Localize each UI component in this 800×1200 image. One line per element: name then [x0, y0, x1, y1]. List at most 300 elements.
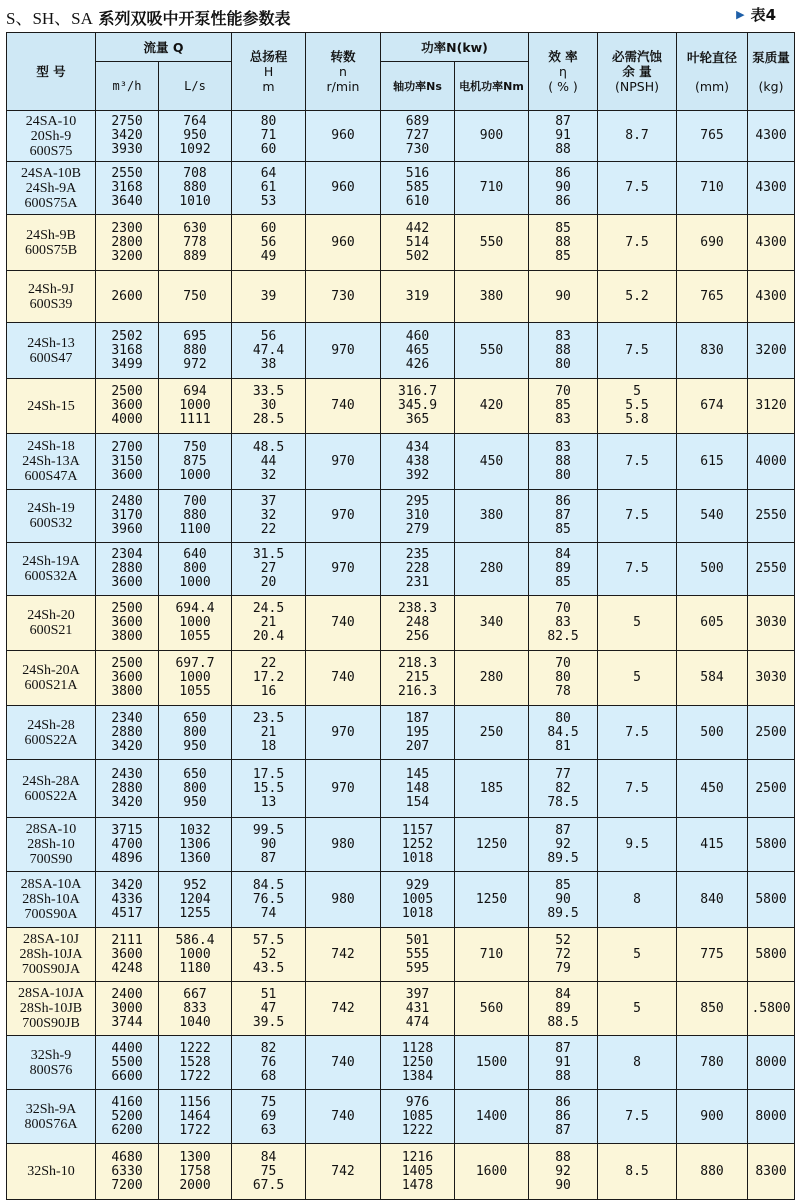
cell-efficiency-line: 86	[555, 1108, 571, 1124]
cell-npsh	[598, 1144, 677, 1200]
cell-head-line: 57.5	[252, 932, 285, 948]
cell-flow-m3h-line: 3000	[111, 1000, 143, 1016]
cell-flow-ls	[159, 760, 232, 818]
cell-flow-ls-line: 1255	[179, 905, 211, 921]
cell-head-line: 69	[260, 1108, 277, 1124]
cell-efficiency-line: 89	[555, 561, 571, 576]
cell-model-line: 28SA-10A	[20, 877, 82, 892]
cell-efficiency-line: 83	[555, 615, 571, 630]
header-head: 总扬程 H m	[232, 33, 306, 111]
cell-flow-ls	[159, 818, 232, 872]
cell-efficiency-line: 91	[555, 128, 571, 143]
cell-flow-m3h	[96, 651, 159, 706]
cell-flow-ls-line: 1000	[179, 946, 211, 962]
cell-speed: 960	[306, 111, 381, 162]
cell-head-line: 53	[260, 194, 277, 209]
cell-flow-m3h-line: 2502	[111, 328, 143, 344]
header-efficiency: 效 率 η ( % )	[529, 33, 598, 111]
cell-flow-m3h-line: 4400	[111, 1040, 143, 1056]
cell-efficiency-line: 88	[555, 142, 571, 157]
table-row	[7, 1090, 795, 1144]
cell-head-line: 44	[260, 453, 277, 469]
cell-efficiency-line: 88	[555, 234, 571, 250]
cell-efficiency-line: 91	[555, 1054, 571, 1070]
cell-speed: 960	[306, 162, 381, 215]
cell-head-line: 76	[260, 1054, 277, 1070]
cell-flow-m3h-line: 3960	[111, 522, 143, 537]
cell-shaft-power	[381, 706, 455, 760]
cell-head	[232, 928, 306, 982]
cell-speed: 742	[306, 1144, 381, 1200]
cell-npsh	[598, 543, 677, 596]
cell-npsh	[598, 596, 677, 651]
cell-flow-m3h-line: 5200	[111, 1108, 143, 1124]
cell-flow-ls-line: 1000	[179, 575, 211, 590]
cell-model-line: 24SA-10B	[21, 165, 81, 181]
cell-flow-m3h-line: 2600	[111, 288, 143, 304]
cell-model-line: 600S47A	[24, 469, 78, 484]
cell-flow-m3h-line: 2800	[111, 234, 143, 250]
cell-flow-ls-line: 1722	[179, 1068, 211, 1084]
cell-flow-ls-line: 1092	[179, 142, 211, 157]
cell-flow-m3h-line: 3168	[111, 342, 143, 358]
cell-mass: 3030	[748, 651, 795, 706]
cell-efficiency	[529, 1090, 598, 1144]
cell-flow-m3h-line: 4680	[111, 1149, 143, 1165]
cell-flow-m3h-line: 3420	[111, 794, 143, 810]
cell-flow-ls-line: 697.7	[175, 656, 215, 671]
cell-npsh-line: 5.5	[625, 398, 649, 413]
cell-motor-power: 710	[455, 162, 529, 215]
cell-flow-m3h-line: 3600	[111, 670, 143, 685]
cell-flow-m3h	[96, 111, 159, 162]
table-row	[7, 651, 795, 706]
cell-model	[7, 111, 96, 162]
cell-flow-ls-line: 1156	[179, 1094, 211, 1110]
table-title	[6, 4, 291, 29]
cell-model	[7, 379, 96, 434]
cell-npsh	[598, 271, 677, 323]
title-series: S、SH、SA	[6, 9, 93, 28]
cell-npsh-line: 5	[633, 670, 641, 685]
cell-npsh	[598, 434, 677, 490]
cell-flow-m3h-line: 4160	[111, 1094, 143, 1110]
cell-shaft-power-line: 442	[405, 220, 430, 236]
cell-model	[7, 543, 96, 596]
cell-efficiency-line: 90	[555, 180, 571, 195]
cell-motor-power: 250	[455, 706, 529, 760]
cell-mass: 5800	[748, 818, 795, 872]
cell-model-line: 600S32A	[24, 569, 78, 584]
cell-npsh-line: 7.5	[625, 1108, 649, 1124]
cell-head-line: 75	[260, 1094, 277, 1110]
cell-model-line: 24Sh-18	[27, 439, 75, 454]
cell-efficiency	[529, 271, 598, 323]
cell-efficiency-line: 70	[555, 656, 571, 671]
cell-flow-m3h-line: 2500	[111, 656, 143, 671]
cell-npsh	[598, 379, 677, 434]
cell-speed: 740	[306, 651, 381, 706]
cell-efficiency-line: 85	[555, 522, 571, 537]
cell-mass: 4300	[748, 271, 795, 323]
cell-shaft-power	[381, 1144, 455, 1200]
cell-impeller: 780	[677, 1036, 748, 1090]
cell-shaft-power-line: 218.3	[397, 656, 438, 671]
cell-motor-power: 380	[455, 490, 529, 543]
cell-head-line: 17.2	[252, 670, 285, 685]
cell-impeller: 880	[677, 1144, 748, 1200]
cell-shaft-power-line: 148	[405, 780, 430, 796]
cell-flow-m3h	[96, 1036, 159, 1090]
cell-speed: 730	[306, 271, 381, 323]
cell-efficiency-line: 83	[555, 328, 571, 344]
cell-mass: 5800	[748, 872, 795, 928]
cell-head-line: 80	[260, 114, 277, 129]
cell-efficiency-line: 85	[555, 398, 571, 413]
cell-flow-m3h-line: 2480	[111, 494, 143, 509]
cell-flow-ls-line: 1000	[179, 670, 211, 685]
cell-motor-power: 450	[455, 434, 529, 490]
cell-head-line: 32	[260, 467, 277, 483]
cell-shaft-power-line: 207	[405, 738, 430, 754]
cell-npsh-line: 7.5	[625, 453, 649, 469]
header-impeller: 叶轮直径 (mm)	[677, 33, 748, 111]
cell-shaft-power-line: 365	[405, 412, 430, 427]
cell-flow-m3h	[96, 818, 159, 872]
cell-head-line: 75	[260, 1163, 277, 1179]
cell-model-line: 24Sh-20A	[22, 663, 80, 678]
cell-mass: 2550	[748, 490, 795, 543]
cell-impeller: 605	[677, 596, 748, 651]
cell-flow-ls-line: 1000	[179, 467, 211, 483]
table-row	[7, 111, 795, 162]
cell-shaft-power	[381, 215, 455, 271]
cell-npsh	[598, 818, 677, 872]
cell-head-line: 22	[260, 522, 277, 537]
cell-efficiency-line: 88	[555, 1068, 571, 1084]
cell-mass: 4000	[748, 434, 795, 490]
cell-shaft-power-line: 316.7	[397, 384, 438, 399]
cell-motor-power: 1400	[455, 1090, 529, 1144]
cell-efficiency-line: 79	[555, 960, 571, 976]
cell-shaft-power-line: 295	[405, 494, 430, 509]
cell-model	[7, 872, 96, 928]
cell-npsh	[598, 111, 677, 162]
cell-shaft-power-line: 460	[405, 328, 430, 344]
cell-head-line: 15.5	[252, 780, 285, 796]
cell-flow-ls	[159, 982, 232, 1036]
cell-head-line: 84.5	[252, 877, 285, 893]
cell-motor-power: 280	[455, 543, 529, 596]
cell-motor-power: 710	[455, 928, 529, 982]
cell-impeller: 830	[677, 323, 748, 379]
cell-speed: 740	[306, 1090, 381, 1144]
cell-flow-m3h-line: 3170	[111, 508, 143, 523]
cell-speed: 960	[306, 215, 381, 271]
cell-impeller: 775	[677, 928, 748, 982]
cell-shaft-power-line: 929	[405, 877, 430, 893]
cell-efficiency-line: 72	[555, 946, 571, 962]
cell-shaft-power-line: 310	[405, 508, 430, 523]
cell-efficiency	[529, 872, 598, 928]
cell-model	[7, 1090, 96, 1144]
cell-head-line: 18	[260, 738, 277, 754]
cell-flow-m3h-line: 2430	[111, 766, 143, 782]
cell-flow-ls	[159, 543, 232, 596]
cell-flow-m3h	[96, 928, 159, 982]
cell-speed: 970	[306, 706, 381, 760]
cell-flow-ls-line: 650	[183, 710, 207, 726]
header-motor-power: 电机功率Nm	[455, 62, 529, 111]
cell-flow-m3h	[96, 490, 159, 543]
table-row	[7, 271, 795, 323]
cell-head	[232, 543, 306, 596]
cell-shaft-power-line: 1216	[401, 1149, 434, 1165]
cell-shaft-power	[381, 434, 455, 490]
cell-flow-m3h-line: 2111	[111, 932, 143, 948]
cell-efficiency-line: 85	[555, 877, 571, 893]
cell-efficiency	[529, 379, 598, 434]
cell-flow-m3h-line: 4248	[111, 960, 143, 976]
cell-npsh-line: 5.8	[625, 412, 649, 427]
cell-npsh-line: 7.5	[625, 234, 649, 250]
cell-efficiency-line: 81	[555, 738, 571, 754]
cell-flow-ls	[159, 271, 232, 323]
table-row	[7, 379, 795, 434]
cell-shaft-power	[381, 1090, 455, 1144]
cell-flow-m3h-line: 3800	[111, 629, 143, 644]
header-flow-m3h: m³/h	[96, 62, 159, 111]
cell-flow-ls-line: 1055	[179, 629, 211, 644]
table-number	[736, 4, 776, 25]
cell-flow-ls-line: 1040	[179, 1014, 211, 1030]
cell-head	[232, 982, 306, 1036]
cell-head-line: 38	[260, 356, 277, 372]
cell-shaft-power-line: 1018	[401, 905, 434, 921]
cell-flow-m3h	[96, 760, 159, 818]
cell-speed: 970	[306, 543, 381, 596]
cell-mass: .5800	[748, 982, 795, 1036]
cell-head-line: 71	[260, 128, 277, 143]
cell-flow-m3h-line: 3600	[111, 575, 143, 590]
cell-efficiency-line: 87	[555, 508, 571, 523]
cell-flow-ls-line: 1000	[179, 398, 211, 413]
cell-head-line: 22	[260, 656, 277, 671]
cell-shaft-power-line: 215	[405, 670, 430, 685]
cell-efficiency	[529, 323, 598, 379]
cell-flow-ls-line: 695	[183, 328, 207, 344]
cell-shaft-power-line: 727	[405, 128, 430, 143]
cell-npsh-line: 5	[633, 946, 641, 962]
cell-efficiency-line: 87	[555, 114, 571, 129]
cell-model	[7, 651, 96, 706]
cell-flow-ls	[159, 323, 232, 379]
cell-impeller: 900	[677, 1090, 748, 1144]
cell-motor-power: 1600	[455, 1144, 529, 1200]
cell-flow-m3h	[96, 543, 159, 596]
cell-head-line: 87	[260, 850, 277, 866]
cell-shaft-power-line: 501	[405, 932, 430, 948]
cell-shaft-power	[381, 323, 455, 379]
cell-flow-ls-line: 880	[183, 508, 207, 523]
cell-head-line: 56	[260, 234, 277, 250]
cell-shaft-power-line: 465	[405, 342, 430, 358]
cell-shaft-power	[381, 271, 455, 323]
cell-flow-m3h	[96, 596, 159, 651]
cell-npsh	[598, 651, 677, 706]
cell-flow-ls-line: 1010	[179, 194, 211, 209]
cell-npsh-line: 7.5	[625, 180, 649, 195]
header-flow: 流量 Q	[96, 33, 232, 62]
cell-model	[7, 818, 96, 872]
cell-flow-ls-line: 1180	[179, 960, 211, 976]
cell-flow-m3h-line: 6200	[111, 1122, 143, 1138]
cell-impeller: 615	[677, 434, 748, 490]
cell-shaft-power-line: 187	[405, 710, 430, 726]
cell-model	[7, 760, 96, 818]
cell-flow-ls-line: 875	[183, 453, 207, 469]
cell-flow-m3h-line: 2880	[111, 724, 143, 740]
cell-flow-m3h	[96, 323, 159, 379]
table-row	[7, 1036, 795, 1090]
cell-model-line: 24Sh-19A	[22, 554, 80, 569]
cell-shaft-power-line: 1018	[401, 850, 434, 866]
cell-head-line: 60	[260, 142, 277, 157]
cell-head-line: 51	[260, 986, 277, 1002]
cell-efficiency-line: 78	[555, 684, 571, 699]
cell-npsh-line: 5	[633, 615, 641, 630]
cell-npsh-line: 5	[633, 384, 641, 399]
cell-speed: 980	[306, 818, 381, 872]
cell-flow-ls-line: 630	[183, 220, 207, 236]
cell-npsh	[598, 215, 677, 271]
cell-flow-ls-line: 694.4	[175, 601, 215, 616]
cell-head	[232, 271, 306, 323]
cell-npsh-line: 7.5	[625, 508, 649, 523]
table-row	[7, 543, 795, 596]
cell-model-line: 24Sh-19	[27, 501, 75, 516]
cell-flow-m3h-line: 3600	[111, 398, 143, 413]
cell-impeller: 500	[677, 543, 748, 596]
cell-shaft-power-line: 595	[405, 960, 430, 976]
cell-shaft-power-line: 319	[405, 288, 430, 304]
cell-model-line: 600S75	[29, 143, 73, 159]
cell-flow-m3h-line: 4336	[111, 891, 143, 907]
cell-flow-m3h-line: 4517	[111, 905, 143, 921]
cell-flow-ls-line: 833	[183, 1000, 207, 1016]
cell-flow-ls	[159, 706, 232, 760]
cell-flow-ls-line: 1464	[179, 1108, 211, 1124]
cell-npsh-line: 7.5	[625, 780, 649, 796]
table-wrapper	[6, 32, 794, 1200]
cell-flow-m3h-line: 3420	[111, 128, 143, 143]
cell-impeller: 840	[677, 872, 748, 928]
cell-efficiency	[529, 1036, 598, 1090]
cell-impeller: 415	[677, 818, 748, 872]
cell-model	[7, 271, 96, 323]
cell-flow-m3h	[96, 872, 159, 928]
cell-flow-m3h-line: 6330	[111, 1163, 143, 1179]
cell-flow-ls	[159, 1090, 232, 1144]
cell-model-line: 32Sh-9	[30, 1047, 72, 1063]
cell-flow-m3h-line: 6600	[111, 1068, 143, 1084]
cell-head	[232, 1144, 306, 1200]
cell-npsh-line: 8	[633, 1054, 641, 1070]
cell-motor-power: 420	[455, 379, 529, 434]
cell-mass: 8300	[748, 1144, 795, 1200]
cell-shaft-power-line: 231	[405, 575, 430, 590]
cell-impeller: 584	[677, 651, 748, 706]
cell-model-line: 600S75B	[24, 242, 78, 258]
cell-model-line: 28Sh-10A	[22, 892, 80, 907]
cell-shaft-power-line: 216.3	[397, 684, 438, 699]
cell-head-line: 32	[260, 508, 277, 523]
cell-model-line: 32Sh-10	[27, 1164, 75, 1179]
cell-shaft-power-line: 1250	[401, 1054, 434, 1070]
cell-flow-ls-line: 1306	[179, 836, 211, 852]
cell-efficiency-line: 88	[555, 342, 571, 358]
cell-npsh-line: 8.5	[625, 1163, 649, 1179]
cell-flow-ls	[159, 490, 232, 543]
cell-flow-m3h-line: 4700	[111, 836, 143, 852]
cell-npsh-line: 8.7	[625, 128, 649, 143]
cell-model-line: 24Sh-20	[27, 608, 75, 623]
cell-head-line: 20	[260, 575, 277, 590]
cell-model-line: 24Sh-9J	[28, 281, 74, 297]
cell-shaft-power	[381, 111, 455, 162]
cell-model-line: 32Sh-9A	[25, 1101, 77, 1117]
cell-flow-m3h-line: 3200	[111, 248, 143, 264]
cell-head-line: 82	[260, 1040, 277, 1056]
cell-model-line: 28SA-10J	[22, 932, 79, 947]
cell-shaft-power	[381, 543, 455, 596]
cell-speed: 740	[306, 1036, 381, 1090]
cell-motor-power: 1250	[455, 818, 529, 872]
cell-shaft-power-line: 279	[405, 522, 430, 537]
cell-head	[232, 323, 306, 379]
cell-shaft-power-line: 248	[405, 615, 430, 630]
table-row	[7, 596, 795, 651]
cell-mass: 4300	[748, 162, 795, 215]
table-row	[7, 434, 795, 490]
cell-head	[232, 434, 306, 490]
cell-efficiency-line: 87	[555, 1040, 571, 1056]
cell-head-line: 49	[260, 248, 277, 264]
cell-flow-m3h-line: 3168	[111, 180, 143, 195]
cell-flow-ls-line: 1528	[179, 1054, 211, 1070]
cell-flow-ls-line: 700	[183, 494, 207, 509]
cell-shaft-power-line: 1384	[401, 1068, 434, 1084]
cell-mass: 3030	[748, 596, 795, 651]
cell-shaft-power-line: 1085	[401, 1108, 434, 1124]
cell-shaft-power-line: 345.9	[397, 398, 438, 413]
cell-efficiency-line: 90	[555, 891, 571, 907]
cell-npsh-line: 8	[633, 891, 641, 907]
cell-head	[232, 379, 306, 434]
cell-flow-ls-line: 800	[183, 561, 207, 576]
cell-shaft-power	[381, 379, 455, 434]
cell-impeller: 765	[677, 271, 748, 323]
cell-efficiency-line: 83	[555, 439, 571, 455]
cell-head	[232, 490, 306, 543]
cell-flow-m3h-line: 3499	[111, 356, 143, 372]
header-mass: 泵质量 (kg)	[748, 33, 795, 111]
cell-flow-ls-line: 778	[183, 234, 207, 250]
cell-model-line: 28SA-10	[25, 822, 77, 837]
cell-shaft-power-line: 1157	[401, 822, 434, 838]
cell-flow-ls-line: 800	[183, 780, 207, 796]
cell-efficiency	[529, 760, 598, 818]
